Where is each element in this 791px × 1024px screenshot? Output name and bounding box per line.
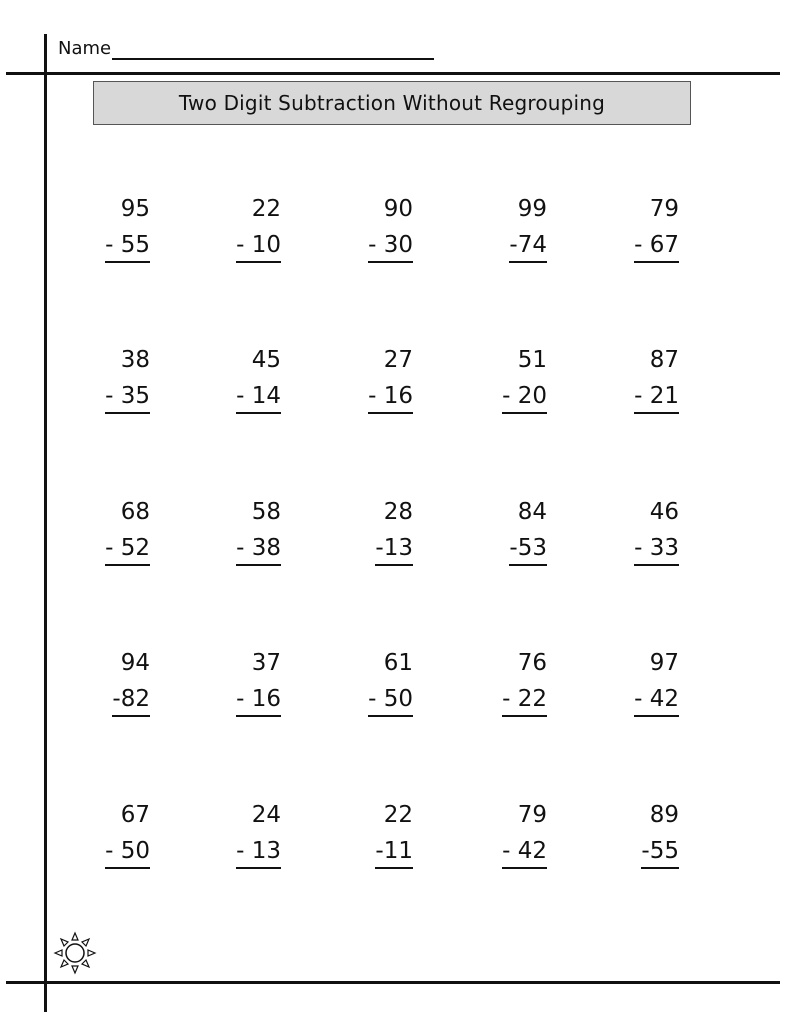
problem <box>609 494 679 566</box>
subtrahend-line <box>343 378 413 414</box>
subtrahend: -82 <box>112 684 150 717</box>
subtrahend-line <box>80 378 150 414</box>
subtrahend: - 38 <box>236 533 281 566</box>
minuend: 46 <box>649 499 679 525</box>
problem <box>477 191 547 263</box>
problem <box>80 342 150 414</box>
minuend: 22 <box>383 802 413 828</box>
problem <box>609 797 679 869</box>
subtrahend: - 50 <box>105 836 150 869</box>
minuend: 97 <box>649 650 679 676</box>
subtrahend: - 42 <box>502 836 547 869</box>
minuend: 67 <box>120 802 150 828</box>
subtrahend-line <box>477 833 547 869</box>
problem <box>211 645 281 717</box>
subtrahend: - 67 <box>634 230 679 263</box>
problem <box>343 494 413 566</box>
minuend: 22 <box>251 196 281 222</box>
minuend: 79 <box>517 802 547 828</box>
minuend: 99 <box>517 196 547 222</box>
problem <box>477 494 547 566</box>
subtrahend: - 10 <box>236 230 281 263</box>
subtrahend: - 42 <box>634 684 679 717</box>
subtrahend: - 13 <box>236 836 281 869</box>
subtrahend-line <box>609 227 679 263</box>
minuend: 95 <box>120 196 150 222</box>
problem <box>211 191 281 263</box>
minuend: 61 <box>383 650 413 676</box>
problem <box>80 494 150 566</box>
subtrahend-line <box>80 833 150 869</box>
subtrahend-line <box>609 530 679 566</box>
minuend: 87 <box>649 347 679 373</box>
subtrahend-line <box>343 833 413 869</box>
subtrahend-line <box>211 833 281 869</box>
subtrahend: - 22 <box>502 684 547 717</box>
subtrahend: - 52 <box>105 533 150 566</box>
subtrahend-line <box>343 681 413 717</box>
problem <box>477 342 547 414</box>
subtrahend-line <box>477 530 547 566</box>
minuend: 28 <box>383 499 413 525</box>
minuend: 24 <box>251 802 281 828</box>
name-blank-line <box>112 38 434 60</box>
problem <box>609 191 679 263</box>
subtrahend-line <box>609 681 679 717</box>
subtrahend-line <box>80 530 150 566</box>
problem <box>477 797 547 869</box>
minuend: 37 <box>251 650 281 676</box>
subtrahend: - 55 <box>105 230 150 263</box>
problem <box>80 645 150 717</box>
header-rule <box>6 72 780 75</box>
minuend: 51 <box>517 347 547 373</box>
problem <box>343 342 413 414</box>
problem <box>80 191 150 263</box>
minuend: 38 <box>120 347 150 373</box>
problem <box>477 645 547 717</box>
subtrahend: -11 <box>375 836 413 869</box>
margin-line <box>44 34 47 1012</box>
subtrahend: - 16 <box>368 381 413 414</box>
minuend: 89 <box>649 802 679 828</box>
subtrahend-line <box>211 681 281 717</box>
minuend: 68 <box>120 499 150 525</box>
subtrahend-line <box>477 227 547 263</box>
minuend: 79 <box>649 196 679 222</box>
subtrahend-line <box>477 378 547 414</box>
problem <box>211 342 281 414</box>
subtrahend: - 30 <box>368 230 413 263</box>
problem <box>80 797 150 869</box>
subtrahend: - 50 <box>368 684 413 717</box>
subtrahend-line <box>343 227 413 263</box>
subtrahend-line <box>211 227 281 263</box>
subtrahend-line <box>80 681 150 717</box>
problem <box>343 797 413 869</box>
problem <box>609 645 679 717</box>
subtrahend-line <box>609 833 679 869</box>
footer-rule <box>6 981 780 984</box>
name-field <box>58 34 434 60</box>
subtrahend: - 33 <box>634 533 679 566</box>
subtrahend: -55 <box>641 836 679 869</box>
name-label: Name <box>58 38 112 59</box>
minuend: 84 <box>517 499 547 525</box>
subtrahend: - 16 <box>236 684 281 717</box>
subtrahend-line <box>609 378 679 414</box>
sun-icon <box>52 930 98 976</box>
subtrahend: - 20 <box>502 381 547 414</box>
problem <box>211 494 281 566</box>
subtrahend: - 21 <box>634 381 679 414</box>
worksheet-title: Two Digit Subtraction Without Regrouping <box>178 91 606 115</box>
minuend: 27 <box>383 347 413 373</box>
problem <box>343 191 413 263</box>
problem <box>211 797 281 869</box>
subtrahend-line <box>477 681 547 717</box>
minuend: 94 <box>120 650 150 676</box>
minuend: 45 <box>251 347 281 373</box>
problem <box>609 342 679 414</box>
worksheet-title-box <box>93 81 691 125</box>
subtrahend: -53 <box>509 533 547 566</box>
subtrahend: - 14 <box>236 381 281 414</box>
subtrahend-line <box>211 530 281 566</box>
subtrahend: -13 <box>375 533 413 566</box>
subtrahend: -74 <box>509 230 547 263</box>
minuend: 90 <box>383 196 413 222</box>
problem <box>343 645 413 717</box>
subtrahend-line <box>343 530 413 566</box>
minuend: 76 <box>517 650 547 676</box>
subtrahend-line <box>211 378 281 414</box>
minuend: 58 <box>251 499 281 525</box>
subtrahend-line <box>80 227 150 263</box>
subtrahend: - 35 <box>105 381 150 414</box>
